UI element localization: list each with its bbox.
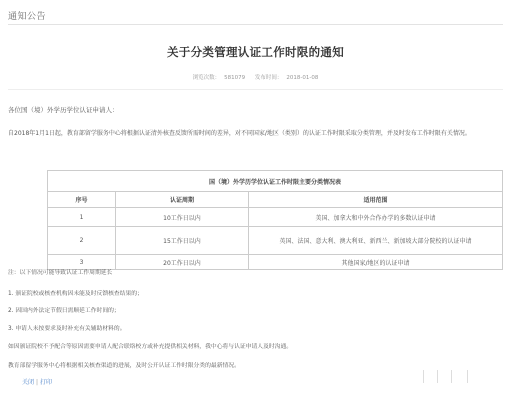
divider-line bbox=[437, 370, 438, 383]
section-header: 通知公告 bbox=[8, 12, 47, 22]
note-item: 2. 因国内外法定节假日需顺延工作时间的； bbox=[8, 308, 120, 314]
table-cell-scope: 其他国家/地区的认证申请 bbox=[249, 255, 503, 270]
table-cell-scope: 英国、法国、意大利、澳大利亚、新西兰、新加坡大部分院校的认证申请 bbox=[249, 227, 503, 255]
contact-paragraph: 如因颁证院校不予配合等原因需要申请人配合联络校方或补充提供相关材料，我中心将与认证申请人及时沟通。 bbox=[8, 344, 293, 350]
print-link[interactable]: 打印 bbox=[40, 379, 53, 386]
divider-line bbox=[467, 370, 468, 383]
table-row bbox=[48, 227, 503, 255]
table-row bbox=[48, 255, 503, 270]
table-header-row bbox=[48, 192, 503, 208]
note-item: 3. 申请人未按要求及时补充有关辅助材料的。 bbox=[8, 326, 126, 332]
update-paragraph: 教育部留学服务中心将根据相关核查渠道的进展，及时公开认证工作时限分类的最新情况。 bbox=[8, 363, 240, 369]
decorative-dividers bbox=[423, 370, 483, 384]
table-cell-index: 2 bbox=[48, 227, 116, 255]
table-row bbox=[48, 208, 503, 227]
table-caption: 国（境）外学历学位认证工作时限主要分类情况表 bbox=[48, 171, 503, 192]
close-link[interactable]: 关闭 bbox=[22, 379, 35, 386]
notes-heading: 注：以下情况可能导致认证工作周期延长 bbox=[8, 270, 113, 276]
publish-date: 2018-01-08 bbox=[286, 75, 319, 81]
date-label: 发布时间： bbox=[254, 75, 283, 81]
table-cell-period: 20工作日以内 bbox=[116, 255, 249, 270]
header-divider bbox=[8, 24, 503, 25]
divider-line bbox=[423, 370, 424, 383]
divider-line bbox=[451, 370, 452, 383]
table-cell-scope: 美国、加拿大和中外合作办学的多数认证申请 bbox=[249, 208, 503, 227]
footer-actions bbox=[22, 377, 52, 386]
article-meta bbox=[0, 73, 511, 81]
table-cell-period: 10工作日以内 bbox=[116, 208, 249, 227]
table-cell-period: 15工作日以内 bbox=[116, 227, 249, 255]
views-field bbox=[191, 75, 248, 81]
views-count: 581079 bbox=[224, 75, 246, 81]
header-index: 序号 bbox=[48, 192, 116, 208]
note-item: 1. 颁证院校或核查机构因未能及时反馈核查结果的； bbox=[8, 291, 143, 297]
intro-paragraph: 自2018年1月1日起，教育部留学服务中心将根据认证清外核查反馈所需时间的差异，对不同国家/地区（类别）的认证工作时限采取分类管理，并及时发布工作时限有关情况。 bbox=[8, 130, 471, 137]
meta-divider bbox=[8, 89, 503, 90]
greeting: 各位国（境）外学历学位认证申请人： bbox=[8, 106, 119, 114]
table-cell-index: 3 bbox=[48, 255, 116, 270]
views-label: 浏览次数： bbox=[192, 75, 221, 81]
date-field bbox=[253, 75, 320, 81]
footer-separator: | bbox=[36, 379, 39, 386]
table-cell-index: 1 bbox=[48, 208, 116, 227]
header-scope: 适用范围 bbox=[249, 192, 503, 208]
header-period: 认证周期 bbox=[116, 192, 249, 208]
page-title: 关于分类管理认证工作时限的通知 bbox=[167, 45, 344, 59]
certification-period-table bbox=[47, 170, 503, 270]
